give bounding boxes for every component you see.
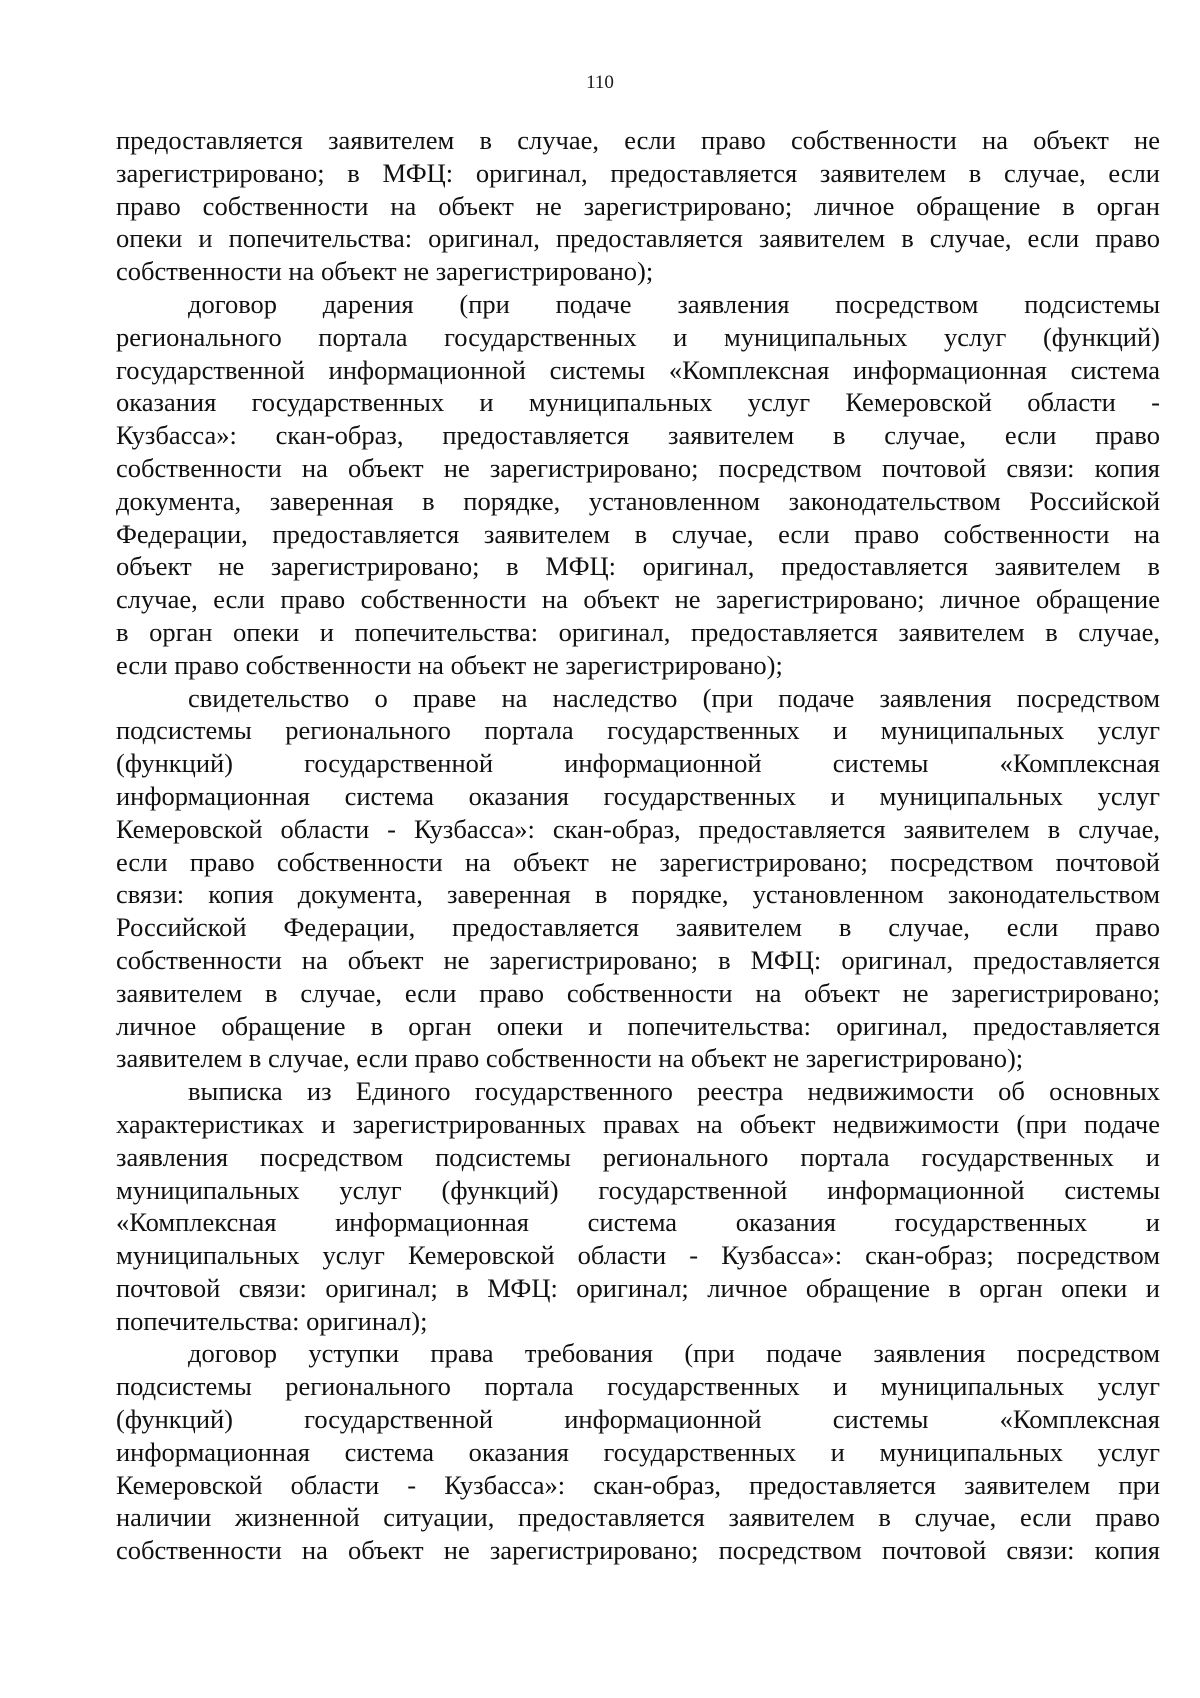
paragraph-line: объект не зарегистрировано; в МФЦ: оригинал, предоставляется заявителем в (116, 551, 1160, 582)
paragraph-line: свидетельство о праве на наследство (при подаче заявления посредством (188, 682, 1160, 713)
paragraph-line: связи: копия документа, заверенная в порядке, установленном законодательством (116, 879, 1160, 910)
page-number: 110 (586, 72, 614, 93)
paragraph-line: право собственности на объект не зарегистрировано; личное обращение в орган (116, 190, 1160, 221)
paragraph-line: государственной информационной системы «Комплексная информационная система (116, 354, 1160, 385)
paragraph-line: собственности на объект не зарегистрировано); (116, 256, 654, 287)
paragraph-line: регионального портала государственных и муниципальных услуг (функций) (116, 321, 1160, 352)
paragraph-line: предоставляется заявителем в случае, если право собственности на объект не (116, 125, 1160, 155)
paragraph-line: выписка из Единого государственного реестра недвижимости об основных (188, 1076, 1160, 1107)
paragraph-line: подсистемы регионального портала государственных и муниципальных услуг (116, 715, 1160, 746)
paragraph-line: случае, если право собственности на объект не зарегистрировано; личное обращение (116, 584, 1160, 615)
paragraph-line: Кемеровской области - Кузбасса»: скан-образ, предоставляется заявителем при (116, 1469, 1160, 1500)
paragraph-line: Кузбасса»: скан-образ, предоставляется заявителем в случае, если право (116, 420, 1160, 451)
paragraph-line: заявителем в случае, если право собственности на объект не зарегистрировано; (116, 977, 1160, 1008)
paragraph-line: заявителем в случае, если право собственности на объект не зарегистрировано); (116, 1043, 1024, 1074)
paragraph (116, 1075, 1160, 1337)
document-body (116, 124, 1160, 1567)
paragraph-line: если право собственности на объект не зарегистрировано; посредством почтовой (116, 846, 1160, 877)
paragraph-line: подсистемы регионального портала государственных и муниципальных услуг (116, 1371, 1160, 1402)
paragraph-line: собственности на объект не зарегистрировано; в МФЦ: оригинал, предоставляется (116, 944, 1160, 975)
paragraph-line: если право собственности на объект не зарегистрировано); (116, 649, 783, 680)
paragraph-line: собственности на объект не зарегистрировано; посредством почтовой связи: копия (116, 1535, 1160, 1566)
paragraph-line: договор дарения (при подаче заявления посредством подсистемы (188, 288, 1160, 319)
paragraph-line: договор уступки права требования (при подаче заявления посредством (188, 1338, 1160, 1369)
paragraph-line: (функций) государственной информационной системы «Комплексная (116, 1404, 1160, 1435)
paragraph-line: личное обращение в орган опеки и попечительства: оригинал, предоставляется (116, 1010, 1160, 1041)
paragraph-line: Кемеровской области - Кузбасса»: скан-образ, предоставляется заявителем в случае, (116, 813, 1160, 844)
paragraph-line: в орган опеки и попечительства: оригинал, предоставляется заявителем в случае, (116, 616, 1160, 647)
paragraph-line: опеки и попечительства: оригинал, предоставляется заявителем в случае, если право (116, 223, 1160, 254)
paragraph-line: Федерации, предоставляется заявителем в случае, если право собственности на (116, 518, 1160, 549)
paragraph-line: «Комплексная информационная система оказания государственных и (116, 1207, 1160, 1238)
paragraph-line: оказания государственных и муниципальных услуг Кемеровской области - (116, 387, 1160, 418)
paragraph-line: заявления посредством подсистемы регионального портала государственных и (116, 1141, 1160, 1172)
paragraph (116, 288, 1160, 682)
paragraph-line: зарегистрировано; в МФЦ: оригинал, предоставляется заявителем в случае, если (116, 157, 1160, 188)
paragraph (116, 1337, 1160, 1567)
paragraph-line: информационная система оказания государственных и муниципальных услуг (116, 1436, 1160, 1467)
paragraph-line: наличии жизненной ситуации, предоставляется заявителем в случае, если право (116, 1502, 1160, 1533)
paragraph-line: муниципальных услуг Кемеровской области - Кузбасса»: скан-образ; посредством (116, 1240, 1160, 1271)
paragraph-line: документа, заверенная в порядке, установленном законодательством Российской (116, 485, 1160, 516)
paragraph-line: информационная система оказания государственных и муниципальных услуг (116, 780, 1160, 811)
paragraph-line: характеристиках и зарегистрированных правах на объект недвижимости (при подаче (116, 1108, 1160, 1139)
paragraph (116, 682, 1160, 1076)
paragraph (116, 124, 1160, 288)
paragraph-line: собственности на объект не зарегистрировано; посредством почтовой связи: копия (116, 452, 1160, 483)
paragraph-line: муниципальных услуг (функций) государственной информационной системы (116, 1174, 1160, 1205)
paragraph-line: почтовой связи: оригинал; в МФЦ: оригинал; личное обращение в орган опеки и (116, 1272, 1160, 1303)
paragraph-line: попечительства: оригинал); (116, 1305, 428, 1336)
paragraph-line: (функций) государственной информационной системы «Комплексная (116, 748, 1160, 779)
paragraph-line: Российской Федерации, предоставляется заявителем в случае, если право (116, 912, 1160, 943)
